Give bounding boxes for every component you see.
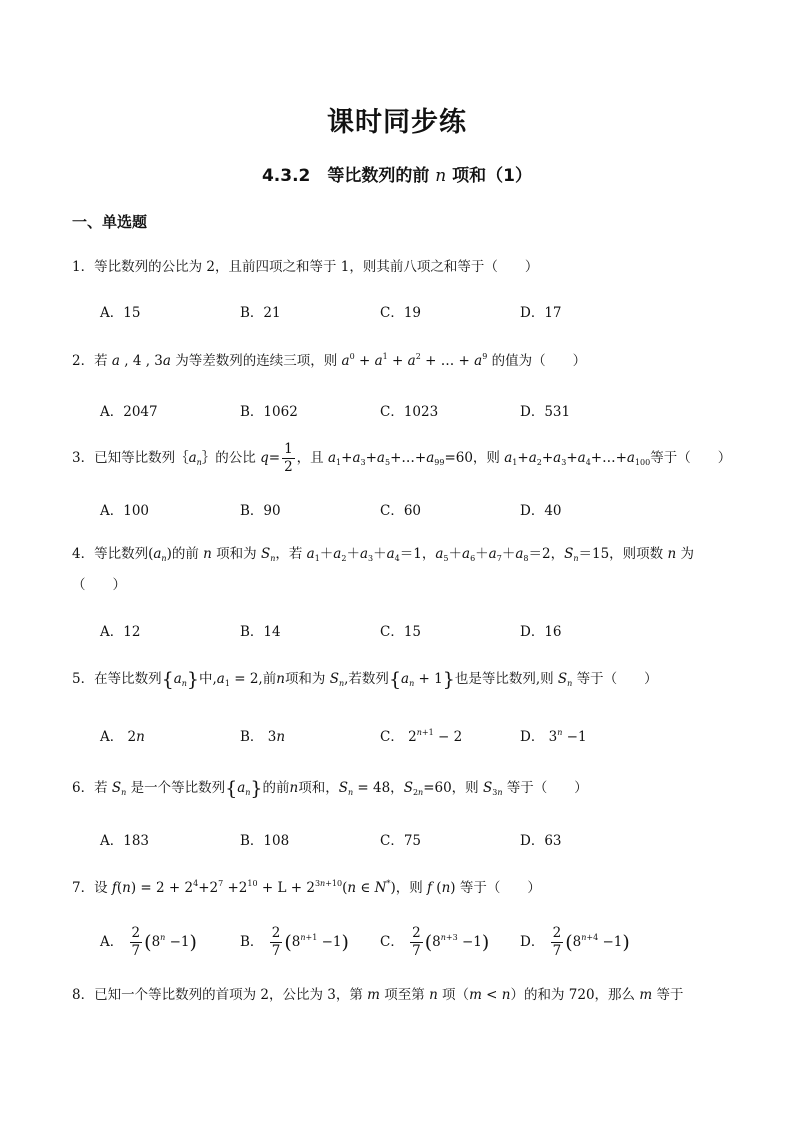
option-a[interactable]: A． 2n	[100, 729, 145, 745]
subtitle-suffix: 项和（1）	[452, 166, 533, 186]
option-a[interactable]: A．2047	[100, 404, 158, 420]
option-c[interactable]: C．15	[380, 624, 422, 640]
option-d[interactable]: D． $\frac{2}{7}$ $(8^{n+4} -1)$	[520, 925, 630, 959]
option-c[interactable]: C．60	[380, 503, 422, 519]
question-5: 5．在等比数列$\{a_n\}$中$,a_1 = 2$,前n项和为 $S_n$,若数列$\{a_n + 1\}$也是等比数列,则 $S_n$ 等于（ ）	[72, 668, 658, 691]
option-b[interactable]: B．90	[240, 503, 281, 519]
option-b[interactable]: B．1062	[240, 404, 298, 420]
option-a[interactable]: A．100	[100, 503, 150, 519]
option-c[interactable]: C．1023	[380, 404, 439, 420]
lesson-subtitle	[0, 161, 794, 186]
option-b[interactable]: B．21	[240, 305, 281, 321]
option-a[interactable]: A． $\frac{2}{7}$ $(8^n -1)$	[100, 925, 197, 959]
subtitle-variable: n	[435, 166, 447, 186]
option-b[interactable]: B． $\frac{2}{7}$ $(8^{n+1} -1)$	[240, 925, 349, 959]
option-c[interactable]: C．75	[380, 833, 422, 849]
fraction: $\frac{1}{2}$	[284, 441, 293, 475]
question-6: 6．若 $S_n$ 是一个等比数列$\{a_n\}$的前n项和，$S_n = 48$，$S_{2n}=60$，则 $S_{3n}$ 等于（ ）	[72, 777, 588, 800]
option-d[interactable]: D．17	[520, 305, 562, 321]
question-7: 7．设 $f(n) = 2 + 2^4+2^7 +2^{10} + L + 2^{3n+10}(n$ ∈ N*)，则 f (n) 等于（ ）	[72, 879, 541, 896]
section-heading: 一、单选题	[72, 213, 148, 231]
option-b[interactable]: B．108	[240, 833, 290, 849]
option-d[interactable]: D．63	[520, 833, 562, 849]
option-a[interactable]: A．12	[100, 624, 141, 640]
question-3: 3．已知等比数列$\{a_n\}$的公比 q= $\frac{1}{2}$ ，且 $a_1+a_3+a_5+\dots+a_{99}=60$，则 $a_1+a_2+a_3+a_4+\dots+a_{100}$等于（ ）	[72, 441, 732, 475]
option-c[interactable]: C．19	[380, 305, 422, 321]
option-d[interactable]: D．40	[520, 503, 562, 519]
option-a[interactable]: A．183	[100, 833, 150, 849]
option-b[interactable]: B．14	[240, 624, 281, 640]
option-b[interactable]: B． 3n	[240, 729, 286, 745]
question-1: 1．等比数列的公比为 2，且前四项之和等于 1，则其前八项之和等于（ ）	[72, 259, 539, 275]
question-2: 2．若 a , 4 , 3a 为等差数列的连续三项，则 $a^0 + a^1 + a^2$ + … + $a^9$ 的值为（ ）	[72, 352, 587, 369]
option-c[interactable]: C． $\frac{2}{7}$ $(8^{n+3} -1)$	[380, 925, 490, 959]
option-d[interactable]: D．531	[520, 404, 571, 420]
option-c[interactable]: C． $2^{n+1} - 2$	[380, 728, 463, 745]
page-title: 课时同步练	[327, 107, 467, 138]
option-d[interactable]: D． $3^n -1$	[520, 728, 587, 745]
question-4-blank: （ ）	[72, 577, 126, 593]
subtitle-prefix: 4.3.2 等比数列的前	[261, 166, 430, 186]
option-d[interactable]: D．16	[520, 624, 562, 640]
option-a[interactable]: A．15	[100, 305, 141, 321]
question-8: 8．已知一个等比数列的首项为 2，公比为 3，第 m 项至第 n 项（m < n）的和为 720，那么 m 等于	[72, 987, 684, 1003]
question-4: 4．等比数列$(a_n)$的前 n 项和为 $S_n$，若 $a_1+a_2+a_3+a_4=1$，$a_5+a_6+a_7+a_8=2$，$S_n=15$，则项数 n 为	[72, 546, 694, 563]
